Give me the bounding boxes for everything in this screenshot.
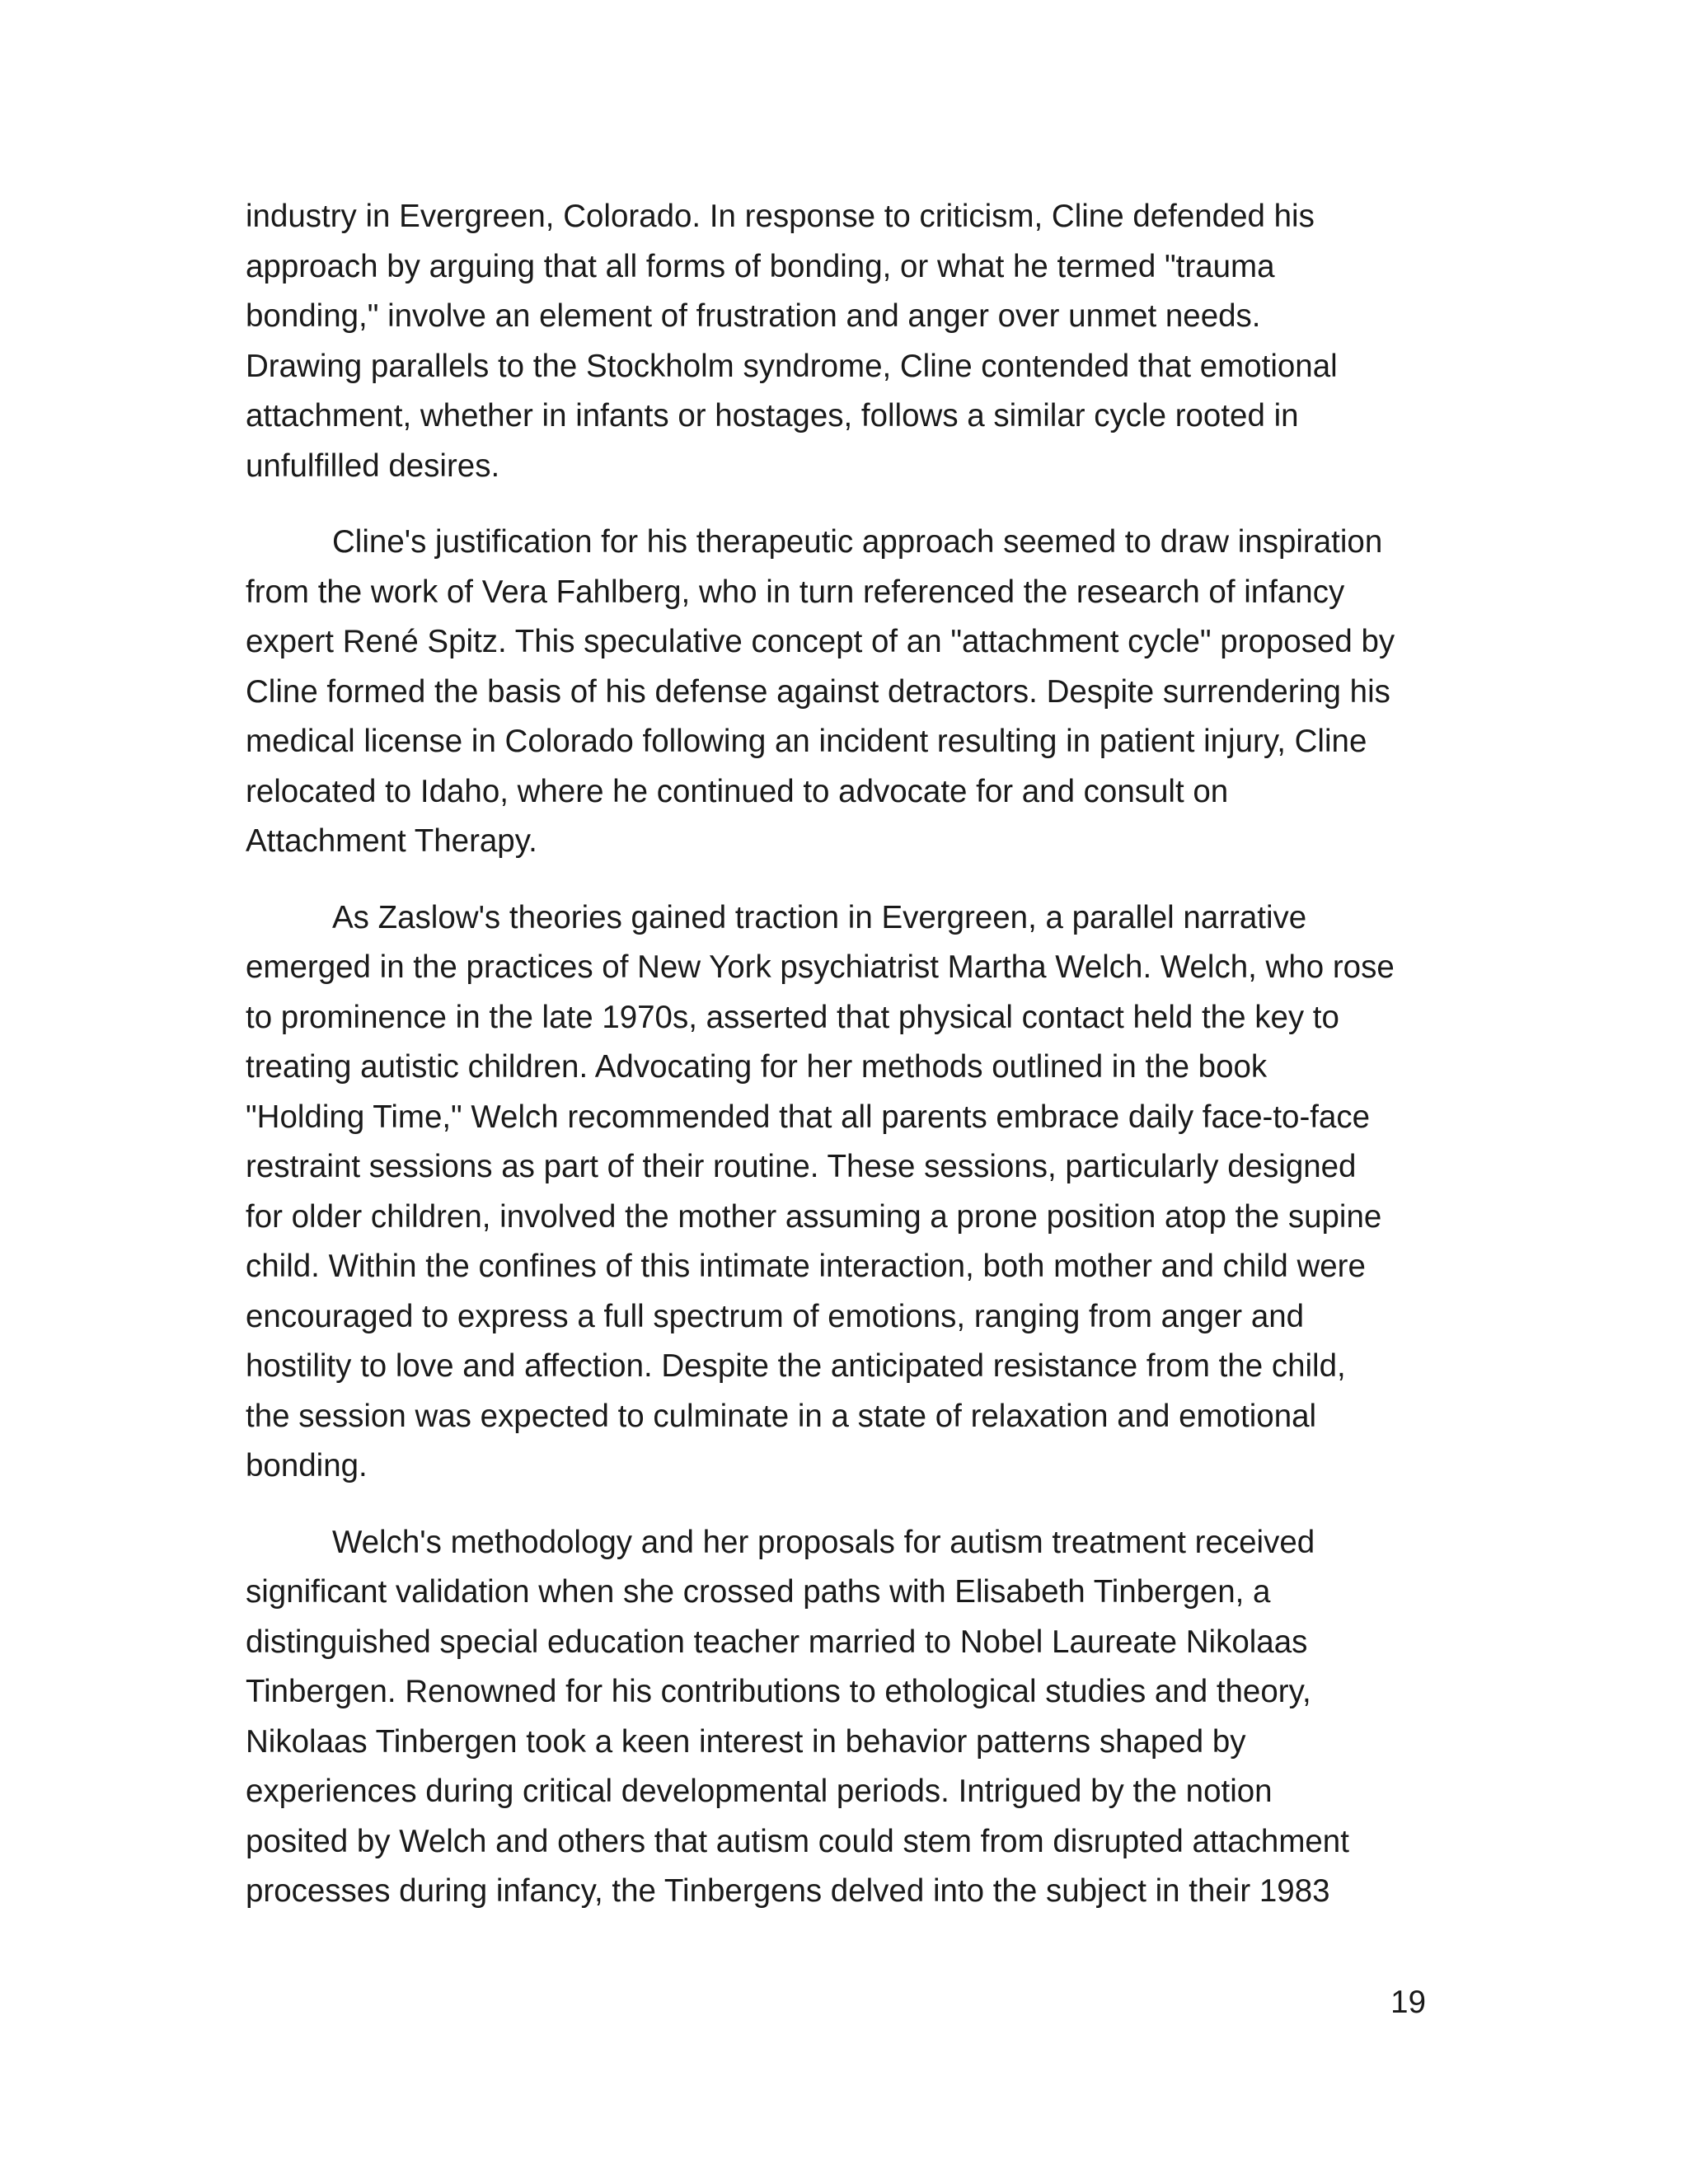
text-line: Drawing parallels to the Stockholm syndrome, Cline contended that emotional xyxy=(246,348,1338,384)
paragraph-4 xyxy=(246,1518,1457,1917)
text-line: treating autistic children. Advocating for her methods outlined in the book xyxy=(246,1049,1268,1085)
paragraph-1 xyxy=(246,192,1457,491)
text-line: relocated to Idaho, where he continued to advocate for and consult on xyxy=(246,773,1229,809)
page-number: 19 xyxy=(1390,1985,1426,2020)
text-line: industry in Evergreen, Colorado. In response to criticism, Cline defended his xyxy=(246,199,1315,234)
text-line: approach by arguing that all forms of bonding, or what he termed "trauma xyxy=(246,248,1275,284)
text-line: encouraged to express a full spectrum of emotions, ranging from anger and xyxy=(246,1298,1305,1334)
text-line: As Zaslow's theories gained traction in Evergreen, a parallel narrative xyxy=(332,899,1307,935)
text-line: for older children, involved the mother assuming a prone position atop the supine xyxy=(246,1198,1382,1235)
text-line: Tinbergen. Renowned for his contributions to ethological studies and theory, xyxy=(246,1674,1311,1709)
text-line: experiences during critical developmental periods. Intrigued by the notion xyxy=(246,1774,1273,1809)
text-line: restraint sessions as part of their routine. These sessions, particularly designed xyxy=(246,1149,1357,1184)
text-line: hostility to love and affection. Despite the anticipated resistance from the child, xyxy=(246,1348,1346,1384)
text-line: significant validation when she crossed paths with Elisabeth Tinbergen, a xyxy=(246,1574,1271,1610)
text-line: Welch's methodology and her proposals for autism treatment received xyxy=(332,1524,1315,1560)
text-line: Nikolaas Tinbergen took a keen interest in behavior patterns shaped by xyxy=(246,1723,1246,1760)
text-line: posited by Welch and others that autism could stem from disrupted attachment xyxy=(246,1823,1349,1859)
text-line: Attachment Therapy. xyxy=(246,823,537,859)
text-line: Cline's justification for his therapeutic approach seemed to draw inspiration xyxy=(332,524,1383,560)
text-line: processes during infancy, the Tinbergens delved into the subject in their 1983 xyxy=(246,1873,1330,1909)
text-line: child. Within the confines of this intimate interaction, both mother and child were xyxy=(246,1249,1366,1284)
text-line: distinguished special education teacher married to Nobel Laureate Nikolaas xyxy=(246,1624,1308,1660)
text-line: emerged in the practices of New York psychiatrist Martha Welch. Welch, who rose xyxy=(246,949,1395,985)
text-line: bonding," involve an element of frustration and anger over unmet needs. xyxy=(246,298,1261,334)
text-line: expert René Spitz. This speculative concept of an "attachment cycle" proposed by xyxy=(246,624,1395,659)
text-line: from the work of Vera Fahlberg, who in turn referenced the research of infancy xyxy=(246,574,1345,610)
paragraph-3 xyxy=(246,893,1457,1492)
text-line: "Holding Time," Welch recommended that all parents embrace daily face-to-face xyxy=(246,1099,1371,1135)
paragraph-2 xyxy=(246,518,1457,867)
text-line: unfulfilled desires. xyxy=(246,448,500,484)
text-line: to prominence in the late 1970s, asserted that physical contact held the key to xyxy=(246,999,1339,1035)
text-line: Cline formed the basis of his defense against detractors. Despite surrendering his xyxy=(246,673,1390,710)
body-text xyxy=(246,192,1457,1917)
text-line: bonding. xyxy=(246,1448,368,1483)
text-line: medical license in Colorado following an incident resulting in patient injury, Cline xyxy=(246,724,1367,759)
text-line: attachment, whether in infants or hostages, follows a similar cycle rooted in xyxy=(246,398,1299,434)
text-line: the session was expected to culminate in a state of relaxation and emotional xyxy=(246,1398,1317,1434)
